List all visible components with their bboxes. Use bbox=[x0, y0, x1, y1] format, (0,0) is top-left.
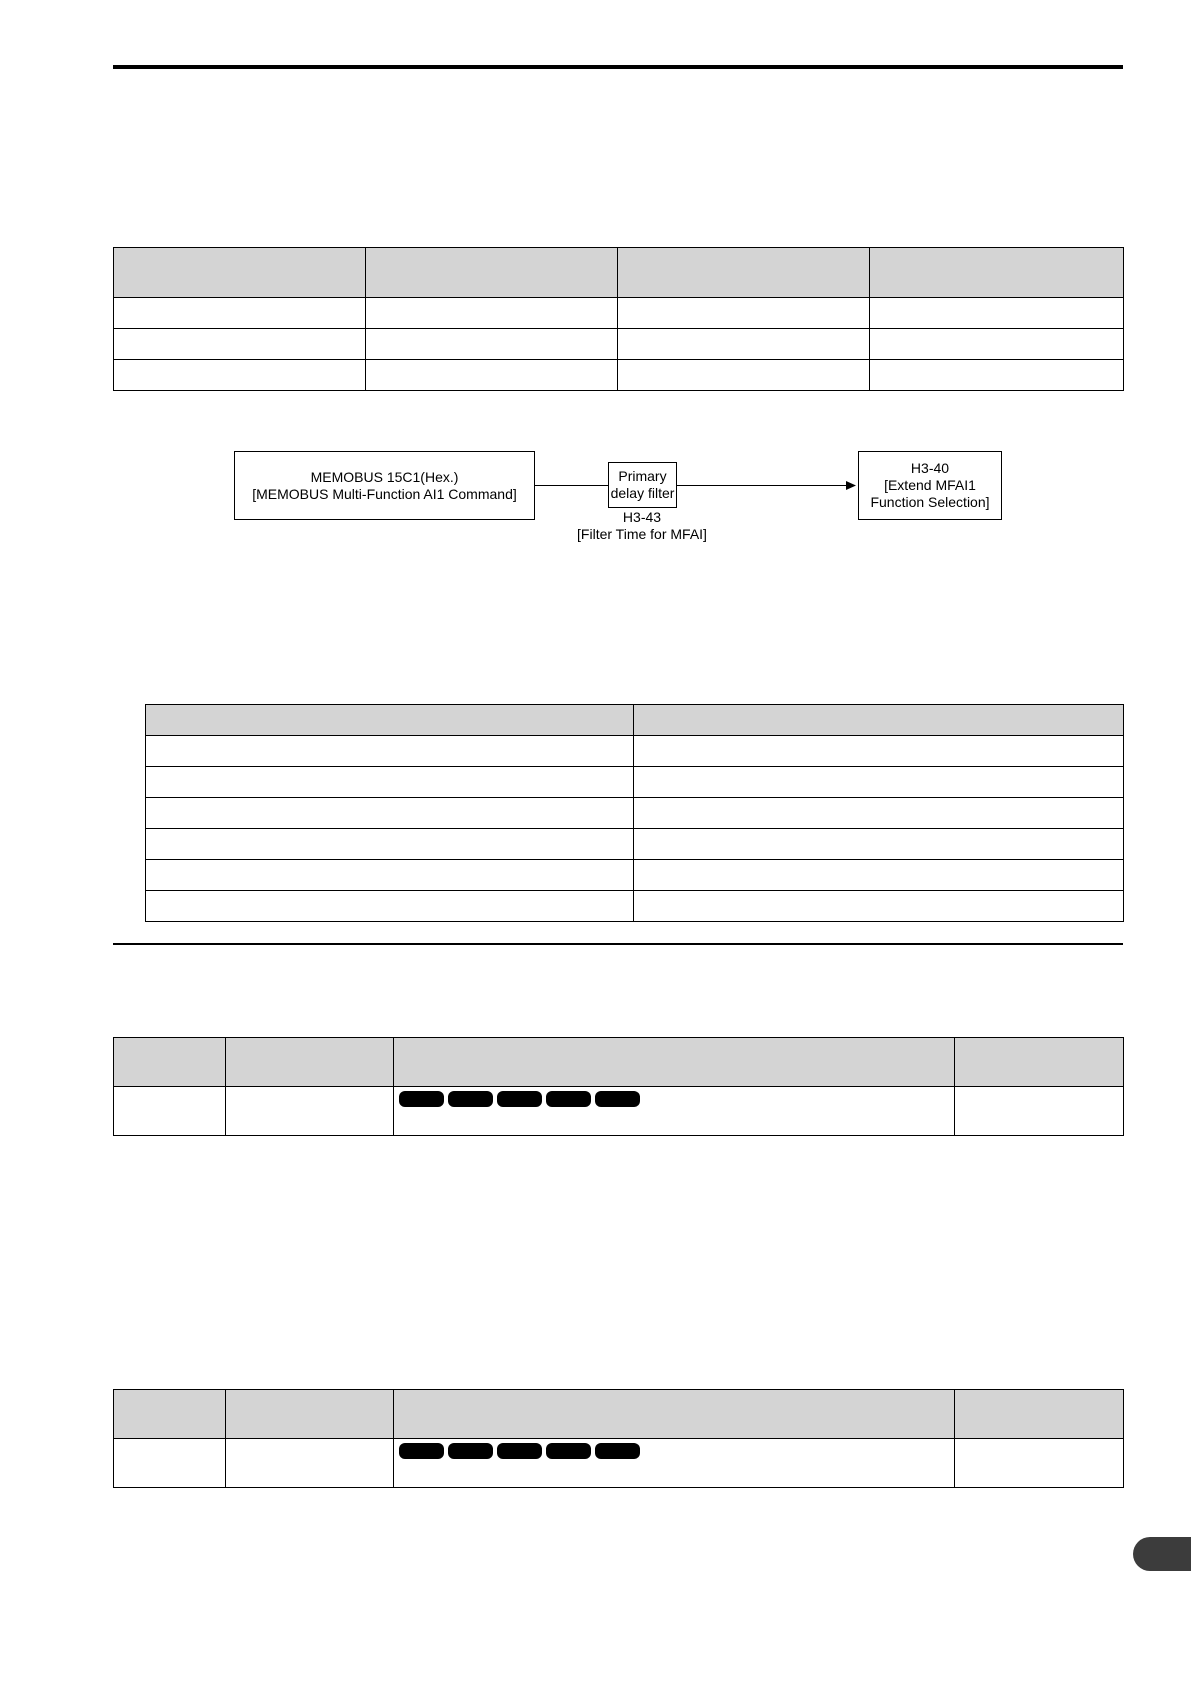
badge-cell bbox=[394, 1439, 955, 1488]
header-cell bbox=[226, 1038, 394, 1087]
control-method-badge bbox=[595, 1091, 640, 1107]
connector-line bbox=[676, 485, 848, 486]
table-cell bbox=[114, 360, 366, 391]
header-cell bbox=[870, 248, 1124, 298]
header-cell bbox=[146, 705, 634, 736]
table-cell bbox=[226, 1087, 394, 1136]
table-header-row bbox=[114, 248, 1124, 298]
table-cell bbox=[146, 829, 634, 860]
table-cell bbox=[870, 298, 1124, 329]
control-method-badge bbox=[595, 1443, 640, 1459]
target-label: H3-40 bbox=[910, 460, 950, 476]
control-method-badges bbox=[394, 1087, 954, 1107]
badge-cell bbox=[394, 1087, 955, 1136]
table-row bbox=[114, 360, 1124, 391]
table-cell bbox=[114, 298, 366, 329]
table-cell bbox=[366, 360, 618, 391]
table-cell bbox=[146, 736, 634, 767]
table-header-row bbox=[114, 1038, 1124, 1087]
arrowhead-icon bbox=[846, 481, 856, 490]
table-cell bbox=[955, 1439, 1124, 1488]
control-method-badge bbox=[497, 1091, 542, 1107]
table-cell bbox=[114, 329, 366, 360]
header-cell bbox=[114, 1038, 226, 1087]
top-table bbox=[113, 247, 1124, 391]
header-cell bbox=[366, 248, 618, 298]
table-row bbox=[114, 298, 1124, 329]
control-method-badge bbox=[546, 1091, 591, 1107]
table-row bbox=[146, 767, 1124, 798]
chapter-tab bbox=[1133, 1537, 1191, 1571]
table-cell bbox=[146, 860, 634, 891]
filter-parameter-name: [Filter Time for MFAI] bbox=[577, 526, 707, 542]
control-method-badges bbox=[394, 1439, 954, 1459]
table-cell bbox=[146, 891, 634, 922]
filter-parameter-code: H3-43 bbox=[622, 509, 662, 525]
target-block bbox=[858, 451, 1002, 520]
table-row bbox=[146, 860, 1124, 891]
table-cell bbox=[146, 798, 634, 829]
control-method-badge bbox=[448, 1443, 493, 1459]
connector-line bbox=[534, 485, 608, 486]
table-header-row bbox=[114, 1390, 1124, 1439]
table-row bbox=[146, 891, 1124, 922]
table-row bbox=[146, 736, 1124, 767]
header-cell bbox=[114, 1390, 226, 1439]
filter-parameter-label bbox=[560, 509, 724, 543]
table-cell bbox=[870, 360, 1124, 391]
table-cell bbox=[955, 1087, 1124, 1136]
filter-sublabel: delay filter bbox=[610, 485, 675, 501]
target-sublabel: Function Selection] bbox=[870, 494, 990, 510]
middle-table bbox=[145, 704, 1124, 922]
table-cell bbox=[870, 329, 1124, 360]
header-cell bbox=[394, 1038, 955, 1087]
table-cell bbox=[634, 798, 1124, 829]
table-cell bbox=[114, 1439, 226, 1488]
table-cell bbox=[618, 298, 870, 329]
control-method-badge bbox=[497, 1443, 542, 1459]
table-row bbox=[114, 1439, 1124, 1488]
source-sublabel: [MEMOBUS Multi-Function AI1 Command] bbox=[252, 485, 517, 502]
filter-block bbox=[608, 462, 677, 508]
header-cell bbox=[955, 1390, 1124, 1439]
table-cell bbox=[114, 1087, 226, 1136]
source-label: MEMOBUS 15C1(Hex.) bbox=[310, 468, 459, 485]
table-cell bbox=[146, 767, 634, 798]
control-method-badge bbox=[399, 1443, 444, 1459]
source-block bbox=[234, 451, 535, 520]
parameter-table-1 bbox=[113, 1037, 1124, 1136]
table-header-row bbox=[146, 705, 1124, 736]
table-cell bbox=[634, 736, 1124, 767]
control-method-badge bbox=[546, 1443, 591, 1459]
table-cell bbox=[366, 329, 618, 360]
table-cell bbox=[634, 860, 1124, 891]
table-row bbox=[114, 329, 1124, 360]
table-row bbox=[146, 829, 1124, 860]
table-cell bbox=[618, 329, 870, 360]
header-cell bbox=[634, 705, 1124, 736]
section-rule bbox=[113, 943, 1123, 945]
parameter-table-2 bbox=[113, 1389, 1124, 1488]
table-cell bbox=[226, 1439, 394, 1488]
control-method-badge bbox=[448, 1091, 493, 1107]
header-cell bbox=[114, 248, 366, 298]
header-cell bbox=[955, 1038, 1124, 1087]
table-cell bbox=[634, 891, 1124, 922]
filter-label: Primary bbox=[618, 468, 667, 484]
target-sublabel: [Extend MFAI1 bbox=[884, 477, 976, 493]
control-method-badge bbox=[399, 1091, 444, 1107]
table-cell bbox=[634, 829, 1124, 860]
table-row bbox=[146, 798, 1124, 829]
header-rule bbox=[113, 65, 1123, 69]
header-cell bbox=[226, 1390, 394, 1439]
header-cell bbox=[618, 248, 870, 298]
table-cell bbox=[366, 298, 618, 329]
table-cell bbox=[634, 767, 1124, 798]
table-row bbox=[114, 1087, 1124, 1136]
table-cell bbox=[618, 360, 870, 391]
header-cell bbox=[394, 1390, 955, 1439]
